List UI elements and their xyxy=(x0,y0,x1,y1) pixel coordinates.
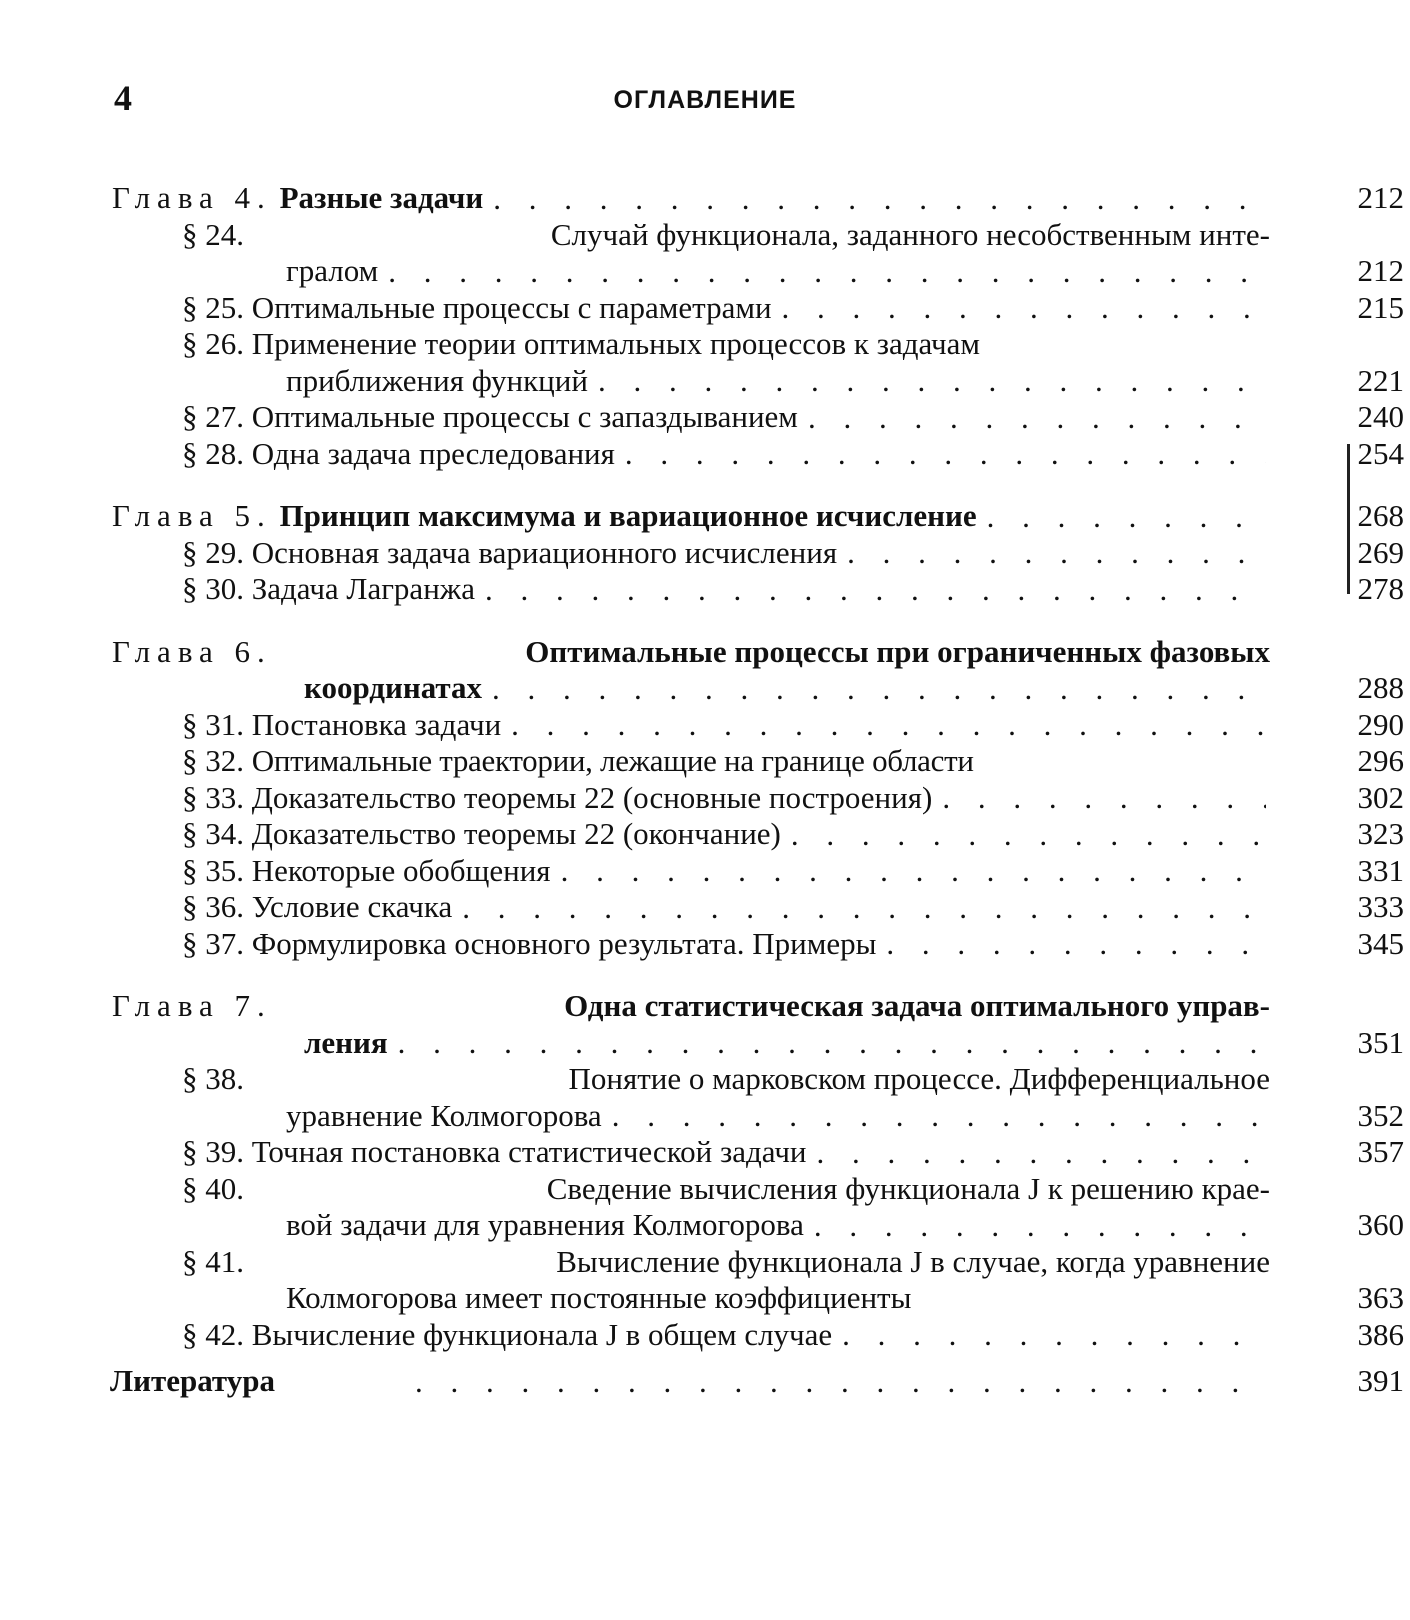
page-ref: 352 xyxy=(1357,1097,1404,1133)
chapter-entry xyxy=(0,988,1410,1061)
dot-leader xyxy=(791,829,1266,853)
chapter-title: Разные задачи xyxy=(279,180,484,215)
dot-leader xyxy=(842,1329,1266,1353)
chapter-4 xyxy=(0,180,1410,472)
dot-leader xyxy=(847,547,1266,571)
dot-leader xyxy=(987,511,1266,535)
chapter-entry xyxy=(0,180,1410,217)
chapter-title: Оптимальные процессы при ограниченных фазовых xyxy=(525,633,1270,669)
section-entry xyxy=(0,217,1410,290)
dot-leader xyxy=(493,193,1266,217)
section-entry xyxy=(0,743,1410,780)
chapter-entry xyxy=(0,498,1410,535)
section-entry xyxy=(0,326,1410,399)
section-entry xyxy=(0,780,1410,817)
running-head: ОГЛАВЛЕНИЕ xyxy=(613,86,797,114)
section-entry xyxy=(0,290,1410,327)
chapter-label: Глава 6. xyxy=(112,633,272,669)
dot-leader xyxy=(625,448,1266,472)
literature-entry xyxy=(0,1363,1410,1400)
section-entry xyxy=(0,436,1410,473)
page-ref: 268 xyxy=(1357,498,1404,533)
chapter-6 xyxy=(0,634,1410,963)
page-number: 4 xyxy=(114,78,132,118)
section-title: Вычисление функционала J в общем случае xyxy=(251,1316,833,1352)
section-number: § 26. xyxy=(182,326,244,361)
dot-leader xyxy=(886,938,1266,962)
dot-leader xyxy=(485,584,1266,608)
section-entry xyxy=(0,571,1410,608)
section-title: Формулировка основного результата. Примеры xyxy=(251,925,877,961)
section-title: Постановка задачи xyxy=(251,706,502,742)
chapter-entry xyxy=(0,634,1410,707)
dot-leader xyxy=(817,1147,1267,1171)
section-title-cont: гралом xyxy=(286,253,379,288)
page-ref: 288 xyxy=(1357,670,1404,705)
chapter-label: Глава 5. xyxy=(112,498,272,533)
margin-mark xyxy=(1347,444,1350,594)
section-title: Основная задача вариационного исчисления xyxy=(251,534,838,570)
page-ref: 269 xyxy=(1357,534,1404,570)
section-number: § 36. xyxy=(182,889,244,924)
page-ref: 215 xyxy=(1357,289,1404,325)
section-title: Вычисление функционала J в случае, когда уравнение xyxy=(556,1243,1270,1279)
page-ref: 391 xyxy=(1357,1363,1404,1398)
section-entry xyxy=(0,1317,1410,1354)
page-ref: 278 xyxy=(1357,571,1404,606)
section-entry xyxy=(0,399,1410,436)
page-ref: 333 xyxy=(1357,889,1404,924)
page-ref: 345 xyxy=(1357,925,1404,961)
dot-leader xyxy=(598,375,1266,399)
chapter-title: Принцип максимума и вариационное исчисление xyxy=(279,498,977,533)
section-number: § 38. xyxy=(182,1061,244,1096)
page-ref: 360 xyxy=(1357,1207,1404,1242)
dot-leader xyxy=(415,1376,1266,1400)
section-title: Применение теории оптимальных процессов к задачам xyxy=(251,326,981,361)
dot-leader xyxy=(808,412,1266,436)
section-entry xyxy=(0,535,1410,572)
section-number: § 29. xyxy=(182,534,244,570)
chapter-7 xyxy=(0,988,1410,1353)
section-entry xyxy=(0,1134,1410,1171)
page-ref: 221 xyxy=(1357,362,1404,398)
page-ref: 331 xyxy=(1357,852,1404,888)
dot-leader xyxy=(814,1220,1266,1244)
section-title: Доказательство теоремы 22 (основные построения) xyxy=(251,779,933,815)
page-ref: 296 xyxy=(1357,743,1404,778)
section-title: Условие скачка xyxy=(251,889,453,924)
page-ref: 357 xyxy=(1357,1134,1404,1169)
section-title: Оптимальные процессы с запаздыванием xyxy=(251,399,798,434)
page-ref: 212 xyxy=(1357,180,1404,215)
section-title: Одна задача преследования xyxy=(251,435,615,471)
section-entry xyxy=(0,926,1410,963)
section-entry xyxy=(0,707,1410,744)
section-title-cont: Колмогорова имеет постоянные коэффициенты xyxy=(286,1280,912,1315)
section-number: § 34. xyxy=(182,816,244,851)
section-title: Оптимальные процессы с параметрами xyxy=(251,289,772,325)
section-title-cont: уравнение Колмогорова xyxy=(286,1097,602,1133)
chapter-label: Глава 7. xyxy=(112,988,272,1023)
section-number: § 32. xyxy=(182,743,244,778)
page-ref: 363 xyxy=(1357,1280,1404,1315)
section-number: § 37. xyxy=(182,925,244,961)
section-title: Случай функционала, заданного несобственным инте- xyxy=(550,216,1270,252)
dot-leader xyxy=(511,719,1266,743)
section-title-cont: приближения функций xyxy=(286,362,588,398)
section-title: Некоторые обобщения xyxy=(251,852,551,888)
section-number: § 35. xyxy=(182,852,244,888)
section-entry xyxy=(0,816,1410,853)
page-ref: 290 xyxy=(1357,706,1404,742)
section-title: Сведение вычисления функционала J к решению крае- xyxy=(546,1170,1270,1206)
section-number: § 27. xyxy=(182,399,244,434)
section-title: Понятие о марковском процессе. Дифференциальное xyxy=(568,1061,1270,1096)
page-ref: 240 xyxy=(1357,399,1404,434)
section-title: Точная постановка статистической задачи xyxy=(251,1134,807,1169)
section-entry xyxy=(0,1171,1410,1244)
section-number: § 41. xyxy=(182,1243,244,1279)
section-number: § 40. xyxy=(182,1170,244,1206)
chapter-label: Глава 4. xyxy=(112,180,272,215)
page-ref: 212 xyxy=(1357,253,1404,288)
section-entry xyxy=(0,1244,1410,1317)
dot-leader xyxy=(561,865,1266,889)
dot-leader xyxy=(462,902,1266,926)
section-number: § 25. xyxy=(182,289,244,325)
section-number: § 28. xyxy=(182,435,244,471)
page-ref: 302 xyxy=(1357,779,1404,815)
chapter-5 xyxy=(0,498,1410,608)
section-title: Оптимальные траектории, лежащие на границе области xyxy=(251,743,974,778)
page-ref: 351 xyxy=(1357,1024,1404,1060)
dot-leader xyxy=(942,792,1266,816)
section-number: § 30. xyxy=(182,571,244,606)
section-number: § 42. xyxy=(182,1316,244,1352)
section-entry xyxy=(0,889,1410,926)
section-entry xyxy=(0,1061,1410,1134)
section-title-cont: вой задачи для уравнения Колмогорова xyxy=(286,1207,804,1242)
dot-leader xyxy=(398,1037,1266,1061)
section-number: § 31. xyxy=(182,706,244,742)
section-number: § 39. xyxy=(182,1134,244,1169)
section-number: § 24. xyxy=(182,216,244,252)
section-title: Задача Лагранжа xyxy=(251,571,475,606)
chapter-title: Одна статистическая задача оптимального управ- xyxy=(564,988,1270,1023)
page-ref: 323 xyxy=(1357,816,1404,851)
dot-leader xyxy=(492,683,1266,707)
section-entry xyxy=(0,853,1410,890)
literature-title: Литература xyxy=(110,1363,275,1398)
dot-leader xyxy=(782,302,1266,326)
page-ref: 386 xyxy=(1357,1316,1404,1352)
section-number: § 33. xyxy=(182,779,244,815)
dot-leader xyxy=(388,266,1266,290)
page-ref: 254 xyxy=(1357,435,1404,471)
dot-leader xyxy=(612,1110,1266,1134)
chapter-title-cont: координатах xyxy=(304,670,482,705)
section-title: Доказательство теоремы 22 (окончание) xyxy=(251,816,781,851)
chapter-title-cont: ления xyxy=(304,1024,388,1060)
table-of-contents xyxy=(0,180,1410,1400)
